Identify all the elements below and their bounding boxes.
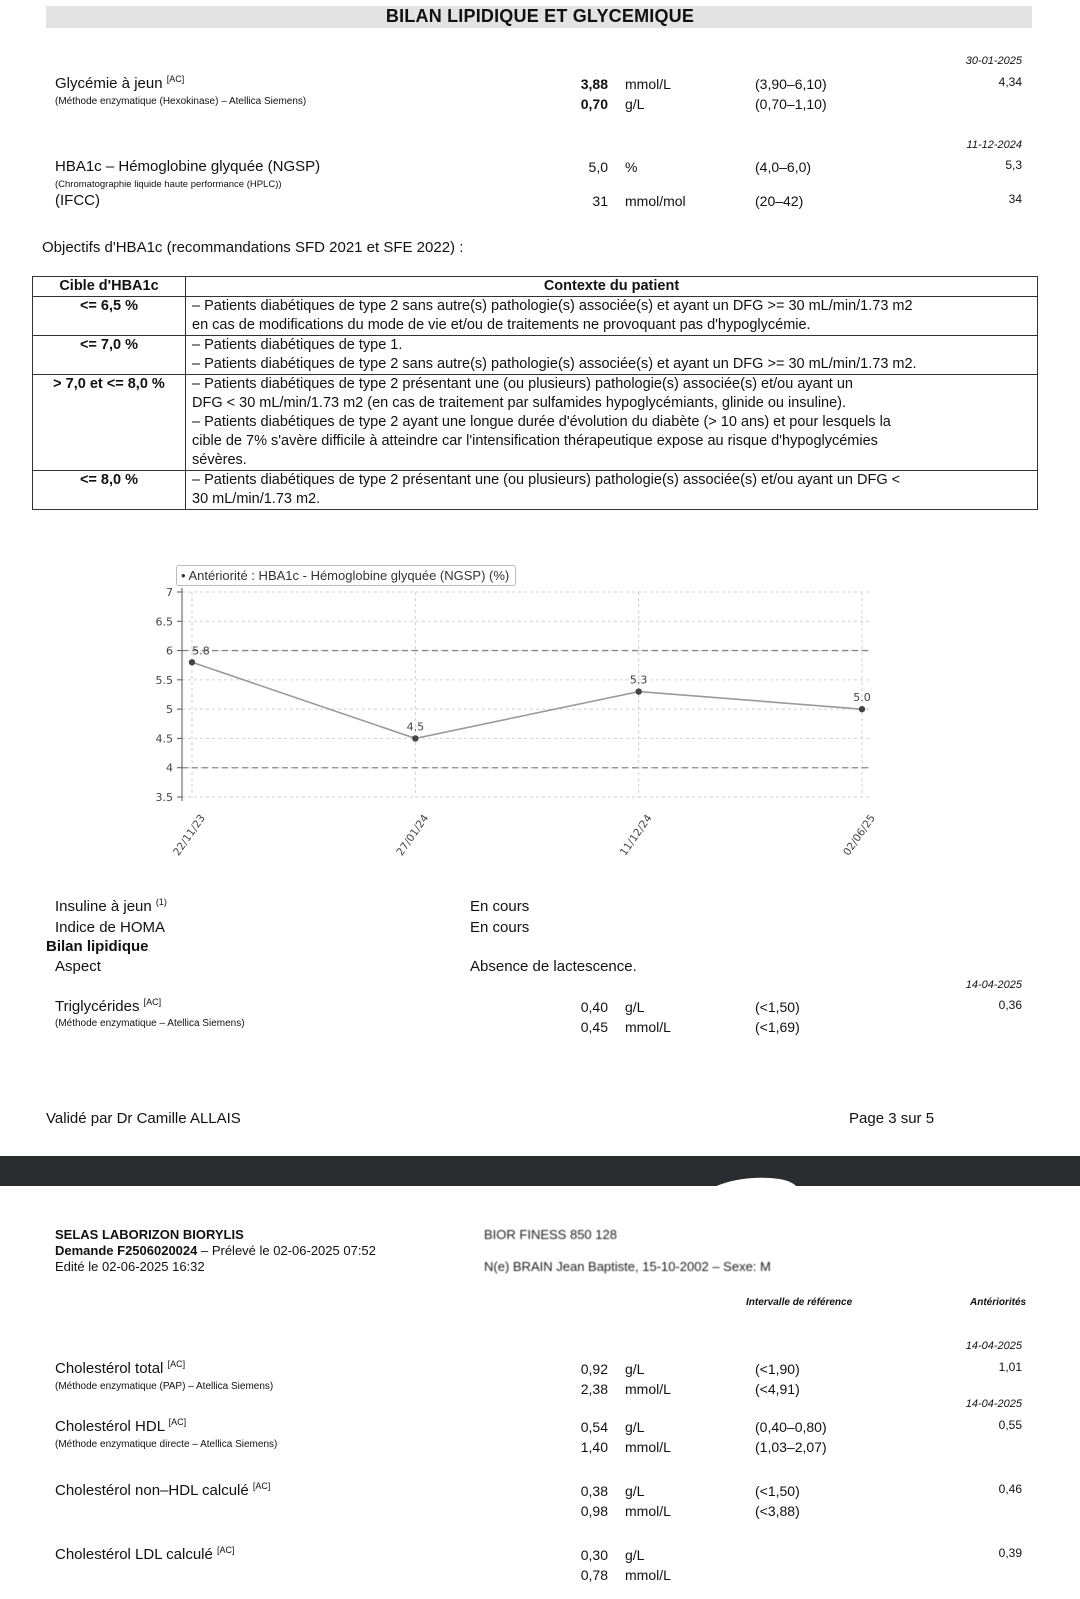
x-tick-label: 11/12/24 <box>617 812 655 859</box>
choltot-unit-mmol: mmol/L <box>625 1381 671 1397</box>
ifcc-unit: mmol/mol <box>625 193 686 209</box>
data-point <box>635 688 641 694</box>
choltot-unit-gl: g/L <box>625 1361 645 1377</box>
cholhdl-unit-mmol: mmol/L <box>625 1439 671 1455</box>
x-tick-label: 02/06/25 <box>841 812 878 859</box>
objective-target: <= 6,5 % <box>33 297 186 336</box>
chol-ldl-unit-gl: g/L <box>625 1547 645 1563</box>
objective-context <box>186 297 1038 336</box>
cholhdl-prev-value: 0,55 <box>998 1418 1022 1432</box>
demande-line: Demande F2506020024 – Prélevé le 02-06-2025 07:52 <box>55 1243 376 1258</box>
hba1c-history-chart <box>0 580 1080 870</box>
insuline-value: En cours <box>470 898 530 915</box>
data-label: 5.3 <box>629 673 648 687</box>
validated-by: Validé par Dr Camille ALLAIS <box>46 1110 241 1127</box>
glycemie-unit-mmol: mmol/L <box>625 76 671 92</box>
ifcc-value: 31 <box>592 193 608 209</box>
y-tick-label: 6 <box>166 644 173 658</box>
data-point <box>859 706 865 712</box>
trig-value-gl: 0,40 <box>580 999 608 1015</box>
hba1c-prev-date: 11-12-2024 <box>966 139 1022 151</box>
glycemie-ref-gl: (0,70–1,10) <box>755 96 827 112</box>
data-label: 5.8 <box>192 644 210 658</box>
data-label: 5.0 <box>853 691 871 705</box>
context-line: sévères. <box>192 452 247 468</box>
y-tick-label: 4.5 <box>155 732 173 746</box>
patient-redacted-bottom: N(e) BRAIN Jean Baptiste, 15-10-2002 – Sexe: M <box>484 1259 771 1274</box>
redaction-mark <box>690 1172 800 1202</box>
objective-row <box>33 336 1038 375</box>
chol-ldl-value-gl: 0,30 <box>580 1547 608 1563</box>
y-tick-label: 3.5 <box>155 791 173 804</box>
glycemie-value-mmol: 3,88 <box>580 76 608 92</box>
homa-value: En cours <box>470 919 530 936</box>
objective-context <box>186 375 1038 471</box>
glycemie-prev-date: 30-01-2025 <box>965 55 1022 67</box>
series-line <box>192 662 862 738</box>
patient-redacted-top: BIOR FINESS 850 128 <box>484 1227 617 1242</box>
context-line: DFG < 30 mL/min/1.73 m2 (en cas de traitement par sulfamides hypoglycémiants, glinide ou insuline). <box>192 395 847 411</box>
objectives-table <box>32 276 1038 510</box>
glycemie-prev-value: 4,34 <box>998 75 1022 89</box>
objectives-header-row <box>33 277 1038 297</box>
hba1c-value: 5,0 <box>588 159 608 175</box>
cholhdl-value-mmol: 1,40 <box>580 1439 608 1455</box>
context-line: – Patients diabétiques de type 2 présentant une (ou plusieurs) pathologie(s) associée(s) et/ou ayant un <box>192 376 853 392</box>
chol-ldl-name: Cholestérol LDL calculé [AC] <box>55 1545 235 1563</box>
cholhdl-name: Cholestérol HDL [AC] <box>55 1417 187 1435</box>
hba1c-prev-value: 5,3 <box>1005 158 1022 172</box>
aspect-name: Aspect <box>55 958 101 975</box>
cholnonhdl-prev-value: 0,46 <box>998 1482 1022 1496</box>
aspect-value: Absence de lactescence. <box>470 958 637 975</box>
choltot-ref-mmol: (<4,91) <box>755 1381 800 1397</box>
trig-ref-mmol: (<1,69) <box>755 1019 800 1035</box>
y-tick-label: 4 <box>166 761 173 775</box>
cholhdl-ref-gl: (0,40–0,80) <box>755 1419 827 1435</box>
insuline-name: Insuline à jeun $^{(1)}$ <box>55 897 167 915</box>
cholhdl-value-gl: 0,54 <box>580 1419 608 1435</box>
edite-line: Edité le 02-06-2025 16:32 <box>55 1259 205 1274</box>
cholhdl-unit-gl: g/L <box>625 1419 645 1435</box>
context-line: – Patients diabétiques de type 2 sans autre(s) pathologie(s) associée(s) et ayant un DFG >= 30 mL/min/1.73 m2 <box>192 298 913 314</box>
cholnonhdl-value-mmol: 0,98 <box>580 1503 608 1519</box>
trig-unit-gl: g/L <box>625 999 645 1015</box>
cholhdl-prev-date: 14-04-2025 <box>965 1398 1022 1410</box>
objective-context <box>186 336 1038 375</box>
trig-prev-date: 14-04-2025 <box>965 979 1022 991</box>
cholnonhdl-value-gl: 0,38 <box>580 1483 608 1499</box>
context-line: cible de 7% s'avère difficile à atteindre car l'intensification thérapeutique expose au risque d'hypoglycémies <box>192 433 878 449</box>
context-line: en cas de modifications du mode de vie et/ou de traitements ne provoquant pas d'hypoglycémie. <box>192 317 811 333</box>
chol-ldl-prev-value: 0,39 <box>998 1546 1022 1560</box>
objective-context <box>186 471 1038 510</box>
cholhdl-method: (Méthode enzymatique directe – Atellica Siemens) <box>55 1439 278 1450</box>
cholnonhdl-unit-mmol: mmol/L <box>625 1503 671 1519</box>
legend-bullet-icon: • <box>181 568 186 583</box>
y-tick-label: 7 <box>166 586 173 599</box>
hba1c-method: (Chromatographie liquide haute performance (HPLC)) <box>55 179 282 190</box>
col-target-header: Cible d'HBA1c <box>33 277 186 297</box>
glycemie-method: (Méthode enzymatique (Hexokinase) – Atellica Siemens) <box>55 96 307 107</box>
col-ref-header: Intervalle de référence <box>746 1297 853 1308</box>
hba1c-unit: % <box>625 159 638 175</box>
choltot-value-gl: 0,92 <box>580 1361 608 1377</box>
choltot-value-mmol: 2,38 <box>580 1381 608 1397</box>
context-line: 30 mL/min/1.73 m2. <box>192 491 321 507</box>
choltot-ref-gl: (<1,90) <box>755 1361 800 1377</box>
trig-prev-value: 0,36 <box>998 998 1022 1012</box>
trig-ref-gl: (<1,50) <box>755 999 800 1015</box>
hba1c-name: HBA1c – Hémoglobine glyquée (NGSP) <box>55 158 321 175</box>
x-tick-label: 27/01/24 <box>394 812 432 859</box>
cholhdl-ref-mmol: (1,03–2,07) <box>755 1439 827 1455</box>
trig-value-mmol: 0,45 <box>580 1019 608 1035</box>
objectives-title: Objectifs d'HBA1c (recommandations SFD 2021 et SFE 2022) : <box>42 239 464 256</box>
y-tick-label: 5 <box>166 703 173 717</box>
cholnonhdl-ref-gl: (<1,50) <box>755 1483 800 1499</box>
choltot-prev-date: 14-04-2025 <box>965 1340 1022 1352</box>
objective-target: <= 8,0 % <box>33 471 186 510</box>
chol-ldl-unit-mmol: mmol/L <box>625 1567 671 1583</box>
trig-unit-mmol: mmol/L <box>625 1019 671 1035</box>
cholnonhdl-ref-mmol: (<3,88) <box>755 1503 800 1519</box>
y-tick-label: 5.5 <box>155 673 173 687</box>
page-separator <box>0 1156 1080 1186</box>
data-point <box>189 659 195 665</box>
col-ante-header: Antériorités <box>970 1297 1027 1308</box>
context-line: – Patients diabétiques de type 1. <box>192 337 403 353</box>
glycemie-ref-mmol: (3,90–6,10) <box>755 76 827 92</box>
ifcc-prev-value: 34 <box>1008 192 1022 206</box>
choltot-name: Cholestérol total [AC] <box>55 1359 186 1377</box>
context-line: – Patients diabétiques de type 2 présentant une (ou plusieurs) pathologie(s) associée(s) et/ou ayant un DFG < <box>192 472 901 488</box>
ifcc-label: (IFCC) <box>55 192 100 209</box>
glycemie-name: Glycémie à jeun [AC] <box>55 74 185 92</box>
ifcc-ref: (20–42) <box>755 193 804 209</box>
objective-row <box>33 375 1038 471</box>
chart-title: Antériorité : HBA1c - Hémoglobine glyquée (NGSP) (%) <box>188 568 510 583</box>
col-context-header: Contexte du patient <box>186 277 1038 297</box>
y-tick-label: 6.5 <box>155 615 173 629</box>
page-number: Page 3 sur 5 <box>849 1110 935 1127</box>
data-point <box>412 735 418 741</box>
data-label: 4.5 <box>406 720 425 734</box>
objective-target: > 7,0 et <= 8,0 % <box>33 375 186 471</box>
glycemie-value-gl: 0,70 <box>580 96 608 112</box>
lipid-section-header: Bilan lipidique <box>46 938 149 955</box>
chol-ldl-value-mmol: 0,78 <box>580 1567 608 1583</box>
x-tick-label: 22/11/23 <box>171 812 208 859</box>
glycemie-unit-gl: g/L <box>625 96 645 112</box>
trig-method: (Méthode enzymatique – Atellica Siemens) <box>55 1018 245 1029</box>
choltot-prev-value: 1,01 <box>998 1360 1022 1374</box>
cholnonhdl-name: Cholestérol non–HDL calculé [AC] <box>55 1481 271 1499</box>
trig-name: Triglycérides [AC] <box>55 997 162 1015</box>
objective-row <box>33 297 1038 336</box>
lab-name: SELAS LABORIZON BIORYLIS <box>55 1227 244 1242</box>
choltot-method: (Méthode enzymatique (PAP) – Atellica Siemens) <box>55 1381 274 1392</box>
hba1c-ref: (4,0–6,0) <box>755 159 812 175</box>
objective-row <box>33 471 1038 510</box>
page-title: BILAN LIPIDIQUE ET GLYCEMIQUE <box>385 6 695 26</box>
homa-name: Indice de HOMA <box>55 919 166 936</box>
objective-target: <= 7,0 % <box>33 336 186 375</box>
context-line: – Patients diabétiques de type 2 sans autre(s) pathologie(s) associée(s) et ayant un DFG >= 30 mL/min/1.73 m2. <box>192 356 917 372</box>
cholnonhdl-unit-gl: g/L <box>625 1483 645 1499</box>
context-line: – Patients diabétiques de type 2 ayant une longue durée d'évolution du diabète (> 10 ans) et pour lesquels la <box>192 414 891 430</box>
